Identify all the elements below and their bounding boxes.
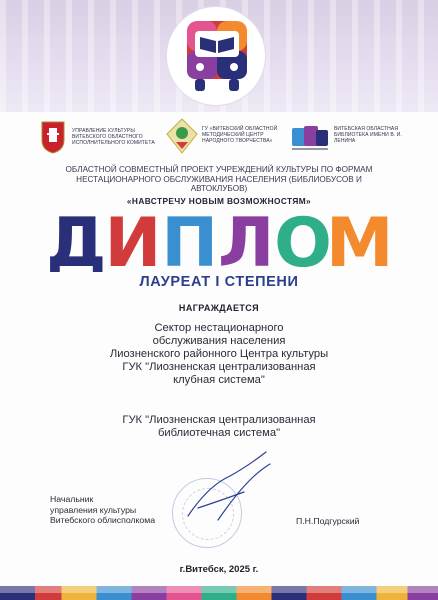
header-band: [0, 0, 438, 112]
recipient-line: Лиозненского районного Центра культуры: [109, 348, 329, 360]
signatory-title-line: Витебского облисполкома: [50, 515, 156, 525]
place-date: г.Витебск, 2025 г.: [179, 564, 259, 575]
diploma-title: [48, 208, 388, 272]
coat-of-arms-icon: [40, 120, 66, 154]
awarded-label: НАГРАЖДАЕТСЯ: [178, 303, 260, 313]
signatory-title-line: Начальник: [50, 494, 94, 504]
recipient-line: ГУК "Лиозненская централизованная: [122, 361, 316, 373]
partner-logos: [40, 118, 410, 158]
title-letter: П: [161, 208, 219, 272]
recipient-secondary: [60, 414, 378, 440]
title-letter: М: [325, 208, 388, 272]
signatory-name: П.Н.Подгурский: [296, 516, 360, 526]
partner-regional-committee: [40, 118, 160, 158]
signatory-title-line: управления культуры: [50, 504, 137, 515]
title-letter: И: [104, 208, 162, 272]
recipient-line: клубная система": [173, 374, 265, 386]
partner-regional-library: [290, 118, 410, 158]
bus-book-icon: [183, 17, 251, 97]
bus-logo: [166, 6, 266, 106]
title-letter: Л: [218, 208, 275, 272]
laureate-degree: ЛАУРЕАТ I СТЕПЕНИ: [139, 274, 299, 290]
partner-text: УПРАВЛЕНИЕ КУЛЬТУРЫ ВИТЕБСКОГО ОБЛАСТНОГО ИСПОЛНИТЕЛЬНОГО КОМИТЕТА: [72, 128, 155, 146]
recipient-line: ГУК "Лиозненская централизованная: [122, 414, 316, 426]
footer-band: [0, 586, 438, 600]
project-motto: «НАВСТРЕЧУ НОВЫМ ВОЗМОЖНОСТЯМ»: [126, 196, 312, 206]
folk-center-emblem-icon: [166, 118, 198, 154]
title-letter: Д: [48, 208, 107, 272]
partner-text: ВИТЕБСКАЯ ОБЛАСТНАЯ БИБЛИОТЕКА ИМЕНИ В. И. ЛЕНИНА: [334, 126, 402, 144]
handwritten-signature: [178, 446, 278, 526]
recipient-line: библиотечная система": [157, 427, 281, 439]
partner-text: ГУ «ВИТЕБСКИЙ ОБЛАСТНОЙ МЕТОДИЧЕСКИЙ ЦЕНТР НАРОДНОГО ТВОРЧЕСТВА»: [202, 126, 278, 144]
library-logo-icon: [290, 124, 330, 152]
project-description: ОБЛАСТНОЙ СОВМЕСТНЫЙ ПРОЕКТ УЧРЕЖДЕНИЙ КУЛЬТУРЫ ПО ФОРМАМ НЕСТАЦИОНАРНОГО ОБСЛУЖИВАНИЯ НАСЕЛЕНИЯ (БИБЛИОБУСОВ И АВТОКЛУБОВ): [65, 165, 373, 193]
recipient-line: обслуживания населения: [152, 335, 286, 347]
recipient-primary: [60, 322, 378, 387]
recipient-line: Сектор нестационарного: [154, 322, 284, 334]
diploma-title-letters: [48, 208, 388, 272]
partner-folk-art-center: [166, 118, 288, 158]
title-letter: О: [274, 208, 332, 272]
signatory-title: [50, 494, 190, 526]
